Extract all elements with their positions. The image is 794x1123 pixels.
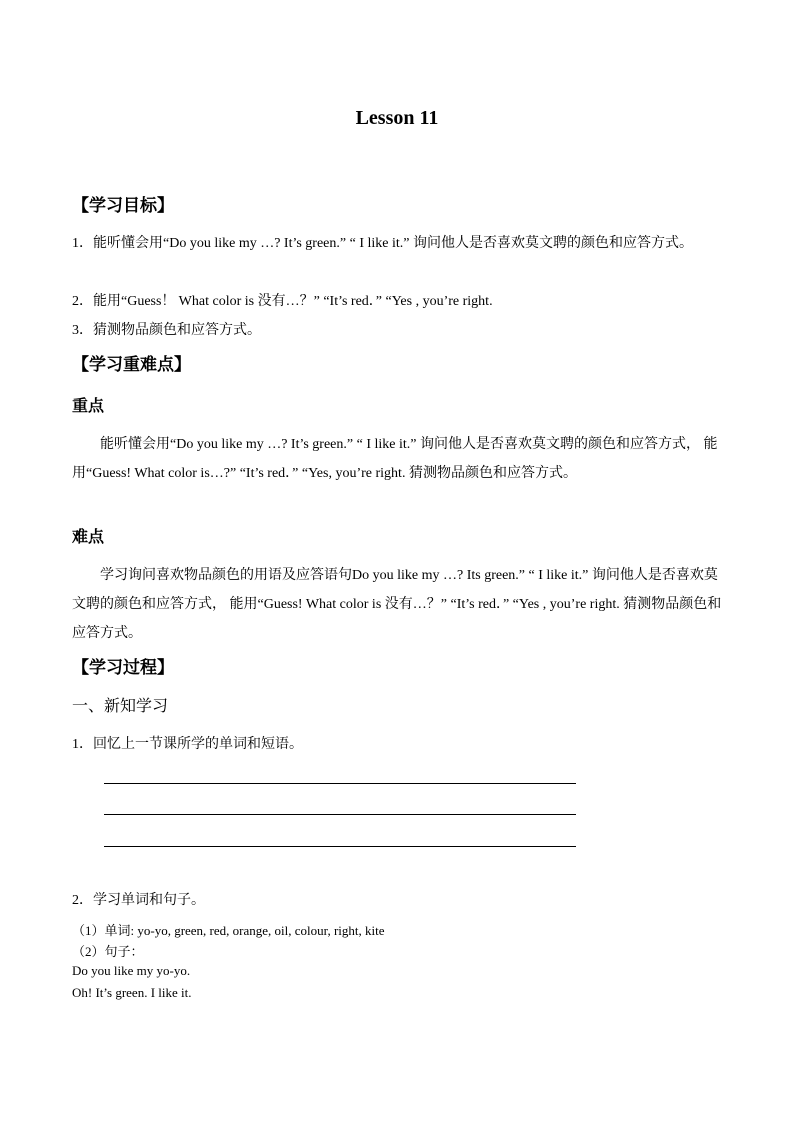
lesson-title: Lesson 11 — [355, 107, 439, 129]
difficulty-text: 学习询问喜欢物品颜色的用语及应答语句Do you like my …? Its green.” “ I like it.” 询问他人是否喜欢莫文聘的颜色和应答方式， 能用“Guess! What color is 没有…？” “It’s red．” “Yes , you’re right. 猜测物品颜色和应答方式。 — [72, 568, 722, 641]
answer-line-1 — [104, 783, 576, 784]
answer-line-3 — [104, 846, 576, 847]
key-points-heading: 【学习重难点】 — [72, 355, 191, 374]
step-2: 2．学习单词和句子。 — [72, 893, 205, 908]
focus-text: 能听懂会用“Do you like my …? It’s green.” “ I like it.” 询问他人是否喜欢莫文聘的颜色和应答方式， 能用“Guess! What color is…?” “It’s red．” “Yes, you’re right. 猜测物品颜色和应答方式。 — [72, 437, 718, 481]
process-heading: 【学习过程】 — [72, 658, 174, 677]
sentences-label: （2）句子： — [72, 944, 144, 959]
goal-item-2: 2．能用“Guess！ What color is 没有…？” “It’s red．” “Yes , you’re right. — [72, 294, 493, 309]
words-line: （1）单词: yo-yo, green, red, orange, oil, colour, right, kite — [72, 923, 385, 938]
sentence-2: Oh! It’s green. I like it. — [72, 985, 192, 1000]
goal-item-1: 1．能听懂会用“Do you like my …? It’s green.” “ I like it.” 询问他人是否喜欢莫文聘的颜色和应答方式。 — [72, 236, 693, 251]
focus-label: 重点 — [72, 398, 105, 415]
goals-heading: 【学习目标】 — [72, 196, 174, 215]
step-1: 1．回忆上一节课所学的单词和短语。 — [72, 737, 303, 752]
sentence-1: Do you like my yo-yo. — [72, 963, 191, 978]
goal-item-3: 3．猜测物品颜色和应答方式。 — [72, 323, 261, 338]
difficulty-label: 难点 — [72, 529, 105, 546]
section-new-knowledge: 一、新知学习 — [72, 698, 169, 715]
answer-line-2 — [104, 814, 576, 815]
